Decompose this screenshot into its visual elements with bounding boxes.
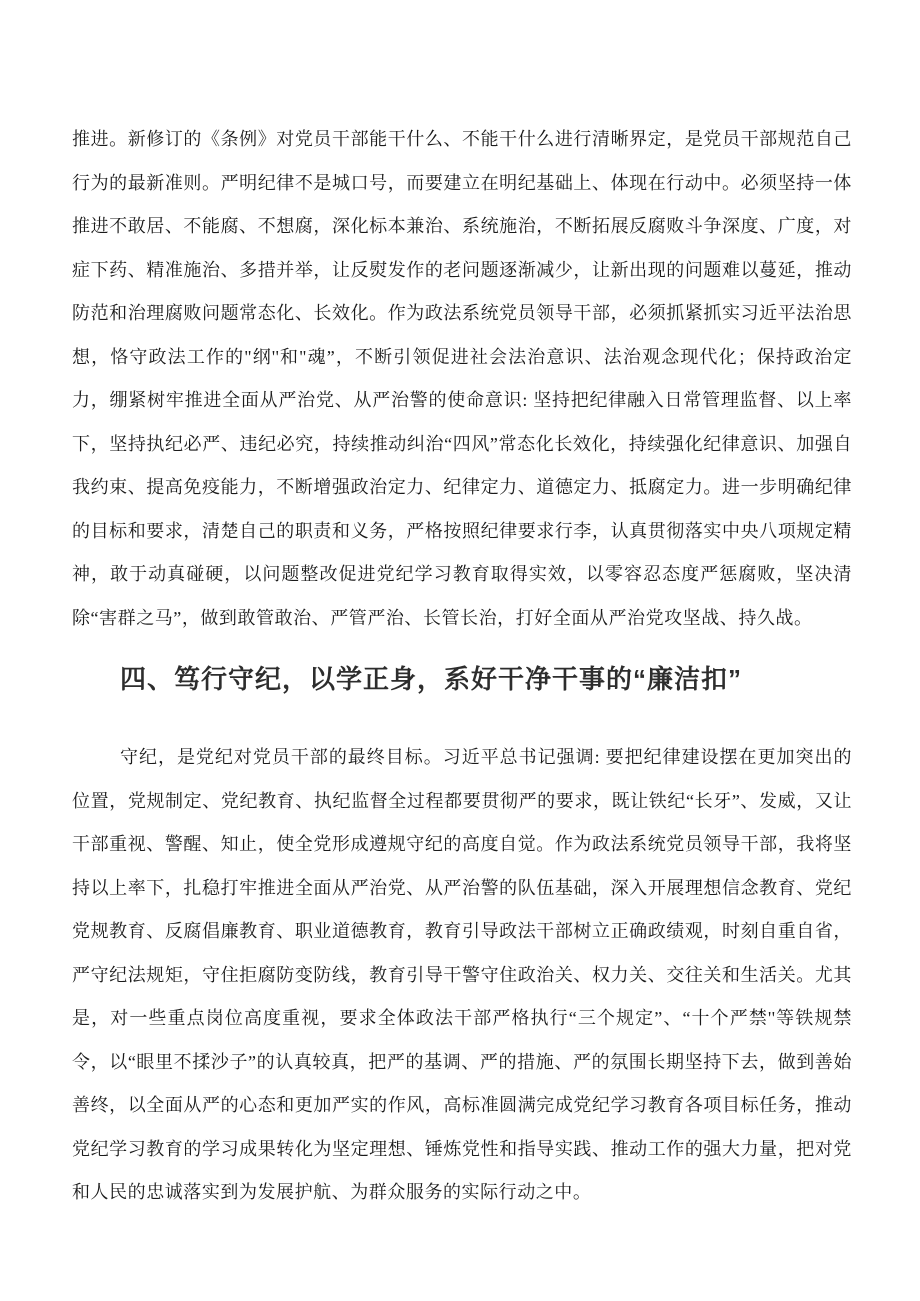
- paragraph-continuation: 推进。新修订的《条例》对党员干部能干什么、不能干什么进行清晰界定，是党员干部规范自己行为的最新准则。严明纪律不是城口号，而要建立在明纪基础上、体现在行动中。必须坚持一体推进不敢居、不能腐、不想腐，深化标本兼治、系统施治，不断拓展反腐败斗争深度、广度，对症下药、精准施治、多措并举，让反熨发作的老问题逐渐减少，让新出现的问题难以蔓延，推动防范和治理腐败问题常态化、长效化。作为政法系统党员领导干部，必须抓紧抓实习近平法治思想，恪守政法工作的"纲''和"魂”，不断引领促进社会法治意识、法治观念现代化；保持政治定力，绷紧树牢推进全面从严治党、从严治警的使命意识: 坚持把纪律融入日常管理监督、以上率下，坚持执纪必严、违纪必究，持续推动纠治“四风”常态化长效化，持续强化纪律意识、加强自我约束、提高免疫能力，不断增强政治定力、纪律定力、道德定力、抵腐定力。进一步明确纪律的目标和要求，清楚自己的职责和义务，严格按照纪律要求行李，认真贯彻落实中央八项规定精神，敢于动真碰硬，以问题整改促进党纪学习教育取得实效，以零容忍态度严惩腐败，坚决清除“害群之马”，做到敢管敢治、严管严治、长管长治，打好全面从严治党攻坚战、持久战。: [72, 129, 852, 628]
- section-heading-four: 四、笃行守纪，以学正身，系好干净干事的“廉洁扣”: [120, 664, 743, 694]
- paragraph-body: 守纪，是党纪对党员干部的最终目标。习近平总书记强调: 要把纪律建设摆在更加突出的位置，党规制定、党纪教育、执纪监督全过程都要贯彻严的要求，既让铁纪“长牙”、发威，又让干部重视、警醒、知止，使全党形成遵规守纪的高度自觉。作为政法系统党员领导干部，我将坚持以上率下，扎稳打牢推进全面从严治党、从严治警的队伍基础，深入开展理想信念教育、党纪党规教育、反腐倡廉教育、职业道德教育，教育引导政法干部树立正确政绩观，时刻自重自省，严守纪法规矩，守住拒腐防变防线，教育引导干警守住政治关、权力关、交往关和生活关。尤其是，对一些重点岗位高度重视，要求全体政法干部严格执行“三个规定”、“十个严禁''等铁规禁令，以“眼里不揉沙子”的认真较真，把严的基调、严的措施、严的氛围长期坚持下去，做到善始善终，以全面从严的心态和更加严实的作风，高标准圆满完成党纪学习教育各项目标任务，推动党纪学习教育的学习成果转化为坚定理想、锤炼党性和指导实践、推动工作的强大力量，把对党和人民的忠诚落实到为发展护航、为群众服务的实际行动之中。: [72, 747, 852, 1202]
